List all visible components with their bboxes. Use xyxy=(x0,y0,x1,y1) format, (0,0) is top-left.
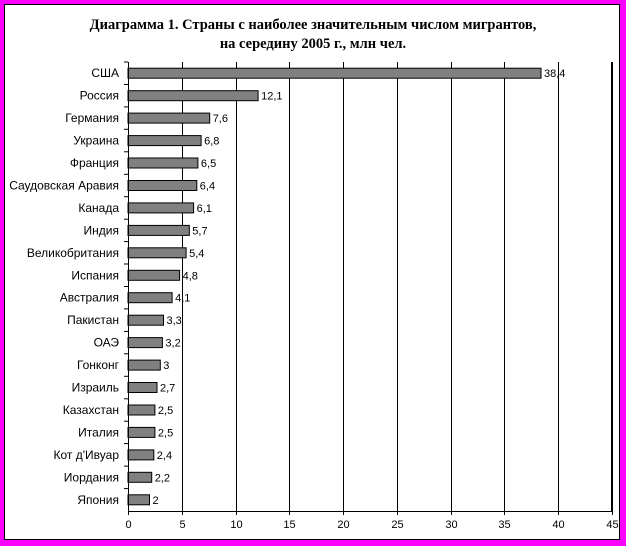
data-label: 2,7 xyxy=(160,382,176,395)
x-tick-label: 5 xyxy=(179,519,186,531)
bar xyxy=(128,338,162,348)
bar xyxy=(128,427,155,437)
bar xyxy=(128,181,197,191)
data-label: 12,1 xyxy=(261,90,283,103)
bar xyxy=(128,383,157,393)
category-label: Испания xyxy=(71,268,119,283)
category-label: Гонконг xyxy=(76,358,119,373)
bar xyxy=(128,450,154,460)
category-label: Украина xyxy=(73,133,119,148)
data-label: 2,5 xyxy=(157,405,174,417)
category-label: Казахстан xyxy=(62,403,119,417)
data-label: 7,6 xyxy=(212,113,228,126)
bar xyxy=(128,203,194,213)
bar xyxy=(128,158,198,168)
bar xyxy=(128,136,201,146)
category-label: Великобритания xyxy=(26,245,119,260)
x-tick-label: 0 xyxy=(125,519,132,531)
category-label: Иордания xyxy=(63,470,119,485)
x-tick-label: 25 xyxy=(391,519,404,531)
category-label: Австралия xyxy=(59,290,119,305)
x-tick-label: 15 xyxy=(283,519,296,531)
category-label: Япония xyxy=(77,492,119,507)
chart-title-line-1: Диаграмма 1. Страны с наиболее значительным числом мигрантов, xyxy=(89,17,537,33)
data-label: 3,2 xyxy=(165,337,181,350)
bar xyxy=(128,405,155,415)
x-tick-label: 35 xyxy=(498,519,511,531)
category-label: Италия xyxy=(78,425,119,440)
bar xyxy=(128,360,160,370)
data-label: 6,4 xyxy=(199,180,216,193)
x-tick-label: 40 xyxy=(552,519,565,531)
category-label: Пакистан xyxy=(67,313,119,328)
data-label: 6,5 xyxy=(200,158,217,170)
data-label: 3,3 xyxy=(166,315,182,328)
x-tick-label: 10 xyxy=(230,519,243,531)
x-tick-label: 30 xyxy=(445,519,458,531)
plot-area xyxy=(128,62,612,511)
data-label: 6,8 xyxy=(204,135,220,148)
data-label: 2,5 xyxy=(157,427,174,440)
data-label: 2,2 xyxy=(154,472,170,485)
category-label: США xyxy=(91,66,119,81)
bar xyxy=(128,248,186,258)
data-label: 3 xyxy=(163,360,170,373)
bar xyxy=(128,225,189,235)
x-tick-label: 45 xyxy=(606,519,619,531)
bar xyxy=(128,293,172,303)
data-label: 6,1 xyxy=(196,202,212,215)
data-label: 5,7 xyxy=(192,225,208,238)
data-label: 2 xyxy=(152,494,159,507)
data-label: 38,4 xyxy=(544,68,566,81)
x-tick-label: 20 xyxy=(337,519,350,531)
bar xyxy=(128,91,258,101)
bar xyxy=(128,270,180,280)
data-label: 2,4 xyxy=(156,449,173,462)
bar xyxy=(128,315,164,325)
category-label: Франция xyxy=(69,156,119,170)
data-label: 4,8 xyxy=(182,270,198,283)
data-label: 4,1 xyxy=(175,292,191,305)
bar xyxy=(128,472,152,482)
category-label: Россия xyxy=(79,88,119,103)
category-label: Канада xyxy=(78,200,119,215)
category-label: Германия xyxy=(65,111,119,126)
category-label: Саудовская Аравия xyxy=(9,178,119,193)
data-label: 5,4 xyxy=(189,247,205,260)
category-label: ОАЭ xyxy=(93,335,119,350)
bar xyxy=(128,113,210,123)
category-label: Кот д'Ивуар xyxy=(53,447,119,462)
category-label: Израиль xyxy=(71,380,119,395)
chart-title-line-2: на середину 2005 г., млн чел. xyxy=(219,36,407,52)
category-label: Индия xyxy=(83,223,119,238)
bar xyxy=(128,495,150,505)
bar xyxy=(128,68,541,78)
